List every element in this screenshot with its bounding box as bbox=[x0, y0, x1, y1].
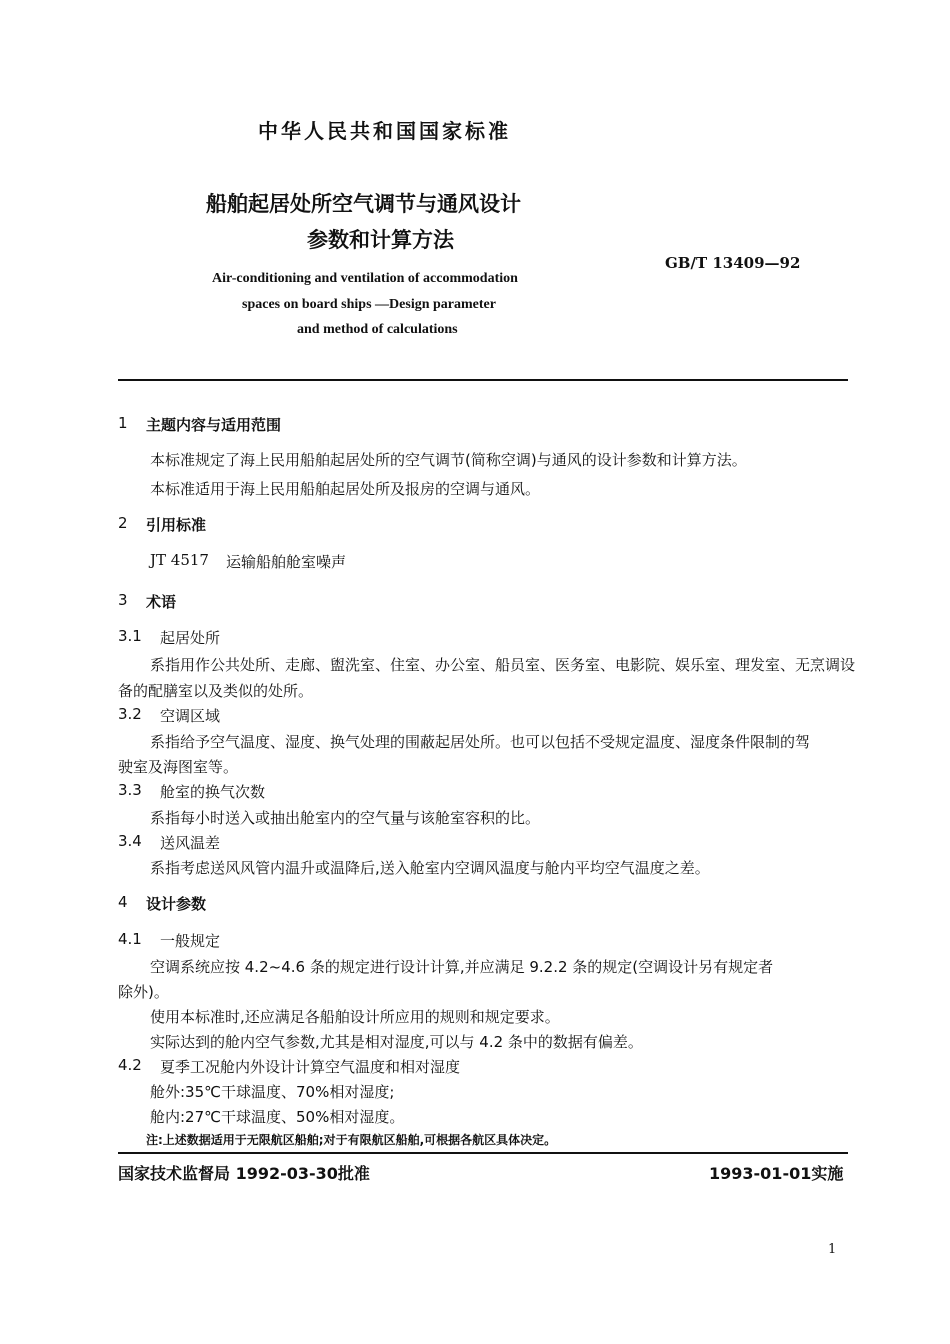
national-standard-heading: 中华人民共和国国家标准 bbox=[258, 119, 511, 143]
clause-4-1-number: 4.1 bbox=[118, 930, 142, 948]
design-conditions-note: 注:上述数据适用于无限航区船舶;对于有限航区船舶,可根据各航区具体决定。 bbox=[146, 1133, 557, 1147]
header-divider bbox=[118, 379, 848, 381]
clause-3-3-title: 舱室的换气次数 bbox=[160, 783, 266, 801]
clause-3-4-line-1: 系指考虑送风风管内温升或温降后,送入舱室内空调风温度与舱内平均空气温度之差。 bbox=[150, 859, 710, 877]
clause-3-2-number: 3.2 bbox=[118, 705, 142, 723]
section-4-title: 设计参数 bbox=[146, 895, 207, 913]
clause-4-1-para-1-line-2: 除外)。 bbox=[118, 983, 169, 1001]
english-title-line3: and method of calculations bbox=[297, 322, 458, 337]
section-3-title: 术语 bbox=[146, 593, 177, 611]
outside-design-conditions: 舱外:35℃干球温度、70%相对湿度; bbox=[150, 1083, 395, 1101]
clause-3-4-title: 送风温差 bbox=[160, 834, 221, 852]
clause-3-2-title: 空调区域 bbox=[160, 707, 221, 725]
standard-number: GB/T 13409—92 bbox=[665, 254, 801, 272]
inside-design-conditions: 舱内:27℃干球温度、50%相对湿度。 bbox=[150, 1108, 405, 1126]
clause-4-2-title: 夏季工况舱内外设计计算空气温度和相对湿度 bbox=[160, 1058, 461, 1076]
document-title-line1: 船舶起居处所空气调节与通风设计 bbox=[206, 192, 521, 216]
section-1-title: 主题内容与适用范围 bbox=[146, 416, 282, 434]
page-number: 1 bbox=[828, 1242, 837, 1257]
clause-3-4-number: 3.4 bbox=[118, 832, 142, 850]
english-title-line1: Air-conditioning and ventilation of accommodation bbox=[212, 271, 518, 286]
clause-4-1-para-3: 实际达到的舱内空气参数,尤其是相对湿度,可以与 4.2 条中的数据有偏差。 bbox=[150, 1033, 643, 1051]
reference-code: JT 4517 bbox=[150, 551, 209, 569]
clause-3-1-title: 起居处所 bbox=[160, 629, 221, 647]
reference-title: 运输船舶舱室噪声 bbox=[226, 553, 347, 571]
section-1-number: 1 bbox=[118, 414, 128, 432]
section-1-para-2: 本标准适用于海上民用船舶起居处所及报房的空调与通风。 bbox=[150, 480, 541, 498]
clause-3-3-number: 3.3 bbox=[118, 781, 142, 799]
clause-3-1-line-1: 系指用作公共处所、走廊、盥洗室、住室、办公室、船员室、医务室、电影院、娱乐室、理发室、无烹调设 bbox=[150, 656, 856, 674]
clause-4-2-number: 4.2 bbox=[118, 1056, 142, 1074]
section-4-number: 4 bbox=[118, 893, 128, 911]
clause-4-1-para-2: 使用本标准时,还应满足各船舶设计所应用的规则和规定要求。 bbox=[150, 1008, 560, 1026]
approval-date: 国家技术监督局 1992-03-30批准 bbox=[118, 1164, 370, 1183]
section-2-number: 2 bbox=[118, 514, 128, 532]
clause-4-1-para-1-line-1: 空调系统应按 4.2~4.6 条的规定进行设计计算,并应满足 9.2.2 条的规定(空调设计另有规定者 bbox=[150, 958, 774, 976]
footer-divider bbox=[118, 1152, 848, 1154]
english-title-line2: spaces on board ships —Design parameter bbox=[242, 297, 496, 312]
clause-3-1-number: 3.1 bbox=[118, 627, 142, 645]
clause-3-2-line-1: 系指给予空气温度、湿度、换气处理的围蔽起居处所。也可以包括不受规定温度、湿度条件限制的驾 bbox=[150, 733, 811, 751]
clause-4-1-title: 一般规定 bbox=[160, 932, 221, 950]
document-title-line2: 参数和计算方法 bbox=[307, 228, 454, 252]
effective-date: 1993-01-01实施 bbox=[709, 1164, 844, 1183]
clause-3-1-line-2: 备的配膳室以及类似的处所。 bbox=[118, 682, 314, 700]
section-1-para-1: 本标准规定了海上民用船舶起居处所的空气调节(简称空调)与通风的设计参数和计算方法。 bbox=[150, 451, 747, 469]
section-2-title: 引用标准 bbox=[146, 516, 207, 534]
clause-3-2-line-2: 驶室及海图室等。 bbox=[118, 758, 239, 776]
clause-3-3-line-1: 系指每小时送入或抽出舱室内的空气量与该舱室容积的比。 bbox=[150, 809, 541, 827]
section-3-number: 3 bbox=[118, 591, 128, 609]
